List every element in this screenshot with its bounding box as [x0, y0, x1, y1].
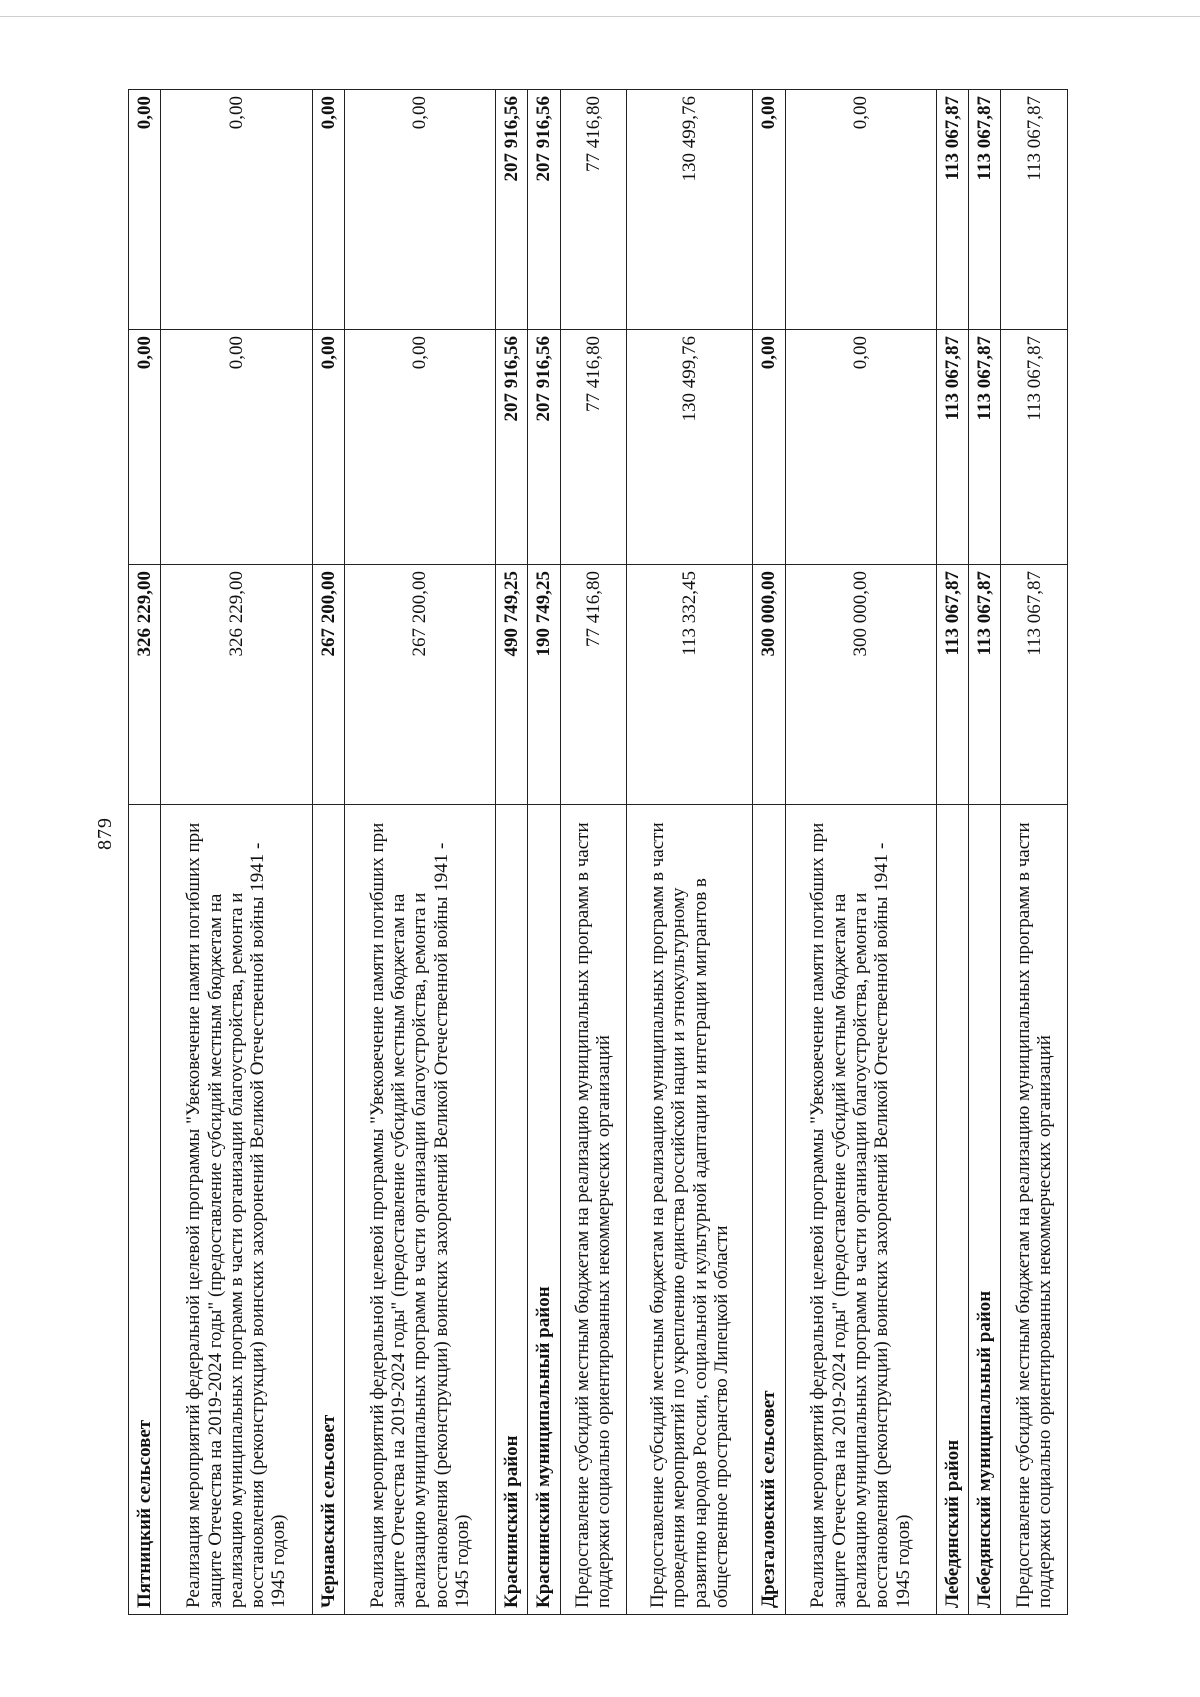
table-row — [560, 90, 626, 1615]
rotated-table-container — [128, 90, 1068, 1615]
amount-2-cell: 0,00 — [312, 330, 344, 565]
amount-1-cell: 267 200,00 — [312, 565, 344, 805]
amount-2-cell: 0,00 — [161, 330, 312, 565]
table-row-subtotal — [936, 90, 968, 1615]
table-row-subtotal — [496, 90, 528, 1615]
amount-3-cell: 0,00 — [312, 90, 344, 330]
row-name-cell: Краснинский муниципальный район — [528, 805, 560, 1615]
amount-2-cell: 130 499,76 — [627, 330, 753, 565]
amount-1-cell: 300 000,00 — [753, 565, 785, 805]
amount-3-cell: 0,00 — [344, 90, 495, 330]
row-name-cell: Чернавский сельсовет — [312, 805, 344, 1615]
amount-1-cell: 113 067,87 — [936, 565, 968, 805]
amount-2-cell: 0,00 — [344, 330, 495, 565]
amount-2-cell: 0,00 — [129, 330, 161, 565]
table-row-subtotal — [312, 90, 344, 1615]
row-name-cell: Предоставление субсидий местным бюджетам на реализацию муниципальных программ в части проведения мероприятий по укреплению единства российской нации и этнокультурному развитию народов России, социальной и культурной адаптации и интеграции мигрантов в общественное пространство Липецкой области — [627, 805, 753, 1615]
table-body — [129, 90, 1068, 1615]
amount-1-cell: 113 067,87 — [1001, 565, 1068, 805]
amount-3-cell: 77 416,80 — [560, 90, 626, 330]
amount-2-cell: 207 916,56 — [528, 330, 560, 565]
subsidy-table — [128, 89, 1068, 1615]
amount-3-cell: 207 916,56 — [528, 90, 560, 330]
amount-2-cell: 113 067,87 — [969, 330, 1001, 565]
amount-3-cell: 130 499,76 — [627, 90, 753, 330]
table-row-subtotal — [129, 90, 161, 1615]
amount-3-cell: 0,00 — [161, 90, 312, 330]
row-name-cell: Дрезгаловский сельсовет — [753, 805, 785, 1615]
row-name-cell: Реализация мероприятий федеральной целевой программы "Увековечение памяти погибших при защите Отечества на 2019-2024 годы" (предоставление субсидий местным бюджетам на реализацию муниципальных программ в части организации благоустройства, ремонта и восстановления (реконструкции) воинских захоронений Великой Отечественной войны 1941 - 1945 годов) — [344, 805, 495, 1615]
amount-3-cell: 113 067,87 — [936, 90, 968, 330]
table-row-subtotal — [969, 90, 1001, 1615]
amount-1-cell: 190 749,25 — [528, 565, 560, 805]
amount-3-cell: 113 067,87 — [969, 90, 1001, 330]
amount-2-cell: 207 916,56 — [496, 330, 528, 565]
amount-1-cell: 326 229,00 — [161, 565, 312, 805]
row-name-cell: Предоставление субсидий местным бюджетам на реализацию муниципальных программ в части поддержки социально ориентированных некоммерческих организаций — [560, 805, 626, 1615]
amount-3-cell: 207 916,56 — [496, 90, 528, 330]
row-name-cell: Лебедянский муниципальный район — [969, 805, 1001, 1615]
table-row-subtotal — [528, 90, 560, 1615]
row-name-cell: Реализация мероприятий федеральной целевой программы "Увековечение памяти погибших при защите Отечества на 2019-2024 годы" (предоставление субсидий местным бюджетам на реализацию муниципальных программ в части организации благоустройства, ремонта и восстановления (реконструкции) воинских захоронений Великой Отечественной войны 1941 - 1945 годов) — [785, 805, 936, 1615]
table-row — [1001, 90, 1068, 1615]
amount-2-cell: 113 067,87 — [1001, 330, 1068, 565]
amount-1-cell: 490 749,25 — [496, 565, 528, 805]
amount-2-cell: 0,00 — [753, 330, 785, 565]
row-name-cell: Лебедянский район — [936, 805, 968, 1615]
table-row — [785, 90, 936, 1615]
amount-3-cell: 0,00 — [129, 90, 161, 330]
amount-1-cell: 113 067,87 — [969, 565, 1001, 805]
amount-1-cell: 77 416,80 — [560, 565, 626, 805]
amount-1-cell: 267 200,00 — [344, 565, 495, 805]
row-name-cell: Реализация мероприятий федеральной целевой программы "Увековечение памяти погибших при защите Отечества на 2019-2024 годы" (предоставление субсидий местным бюджетам на реализацию муниципальных программ в части организации благоустройства, ремонта и восстановления (реконструкции) воинских захоронений Великой Отечественной войны 1941 - 1945 годов) — [161, 805, 312, 1615]
amount-3-cell: 0,00 — [785, 90, 936, 330]
row-name-cell: Предоставление субсидий местным бюджетам на реализацию муниципальных программ в части поддержки социально ориентированных некоммерческих организаций — [1001, 805, 1068, 1615]
amount-2-cell: 0,00 — [785, 330, 936, 565]
table-row — [627, 90, 753, 1615]
amount-2-cell: 77 416,80 — [560, 330, 626, 565]
table-row-subtotal — [753, 90, 785, 1615]
page-number: 879 — [94, 817, 116, 850]
scan-top-edge — [0, 16, 1200, 17]
amount-1-cell: 113 332,45 — [627, 565, 753, 805]
amount-3-cell: 0,00 — [753, 90, 785, 330]
amount-1-cell: 326 229,00 — [129, 565, 161, 805]
table-row — [161, 90, 312, 1615]
row-name-cell: Краснинский район — [496, 805, 528, 1615]
table-row — [344, 90, 495, 1615]
amount-3-cell: 113 067,87 — [1001, 90, 1068, 330]
row-name-cell: Пятницкий сельсовет — [129, 805, 161, 1615]
amount-2-cell: 113 067,87 — [936, 330, 968, 565]
amount-1-cell: 300 000,00 — [785, 565, 936, 805]
